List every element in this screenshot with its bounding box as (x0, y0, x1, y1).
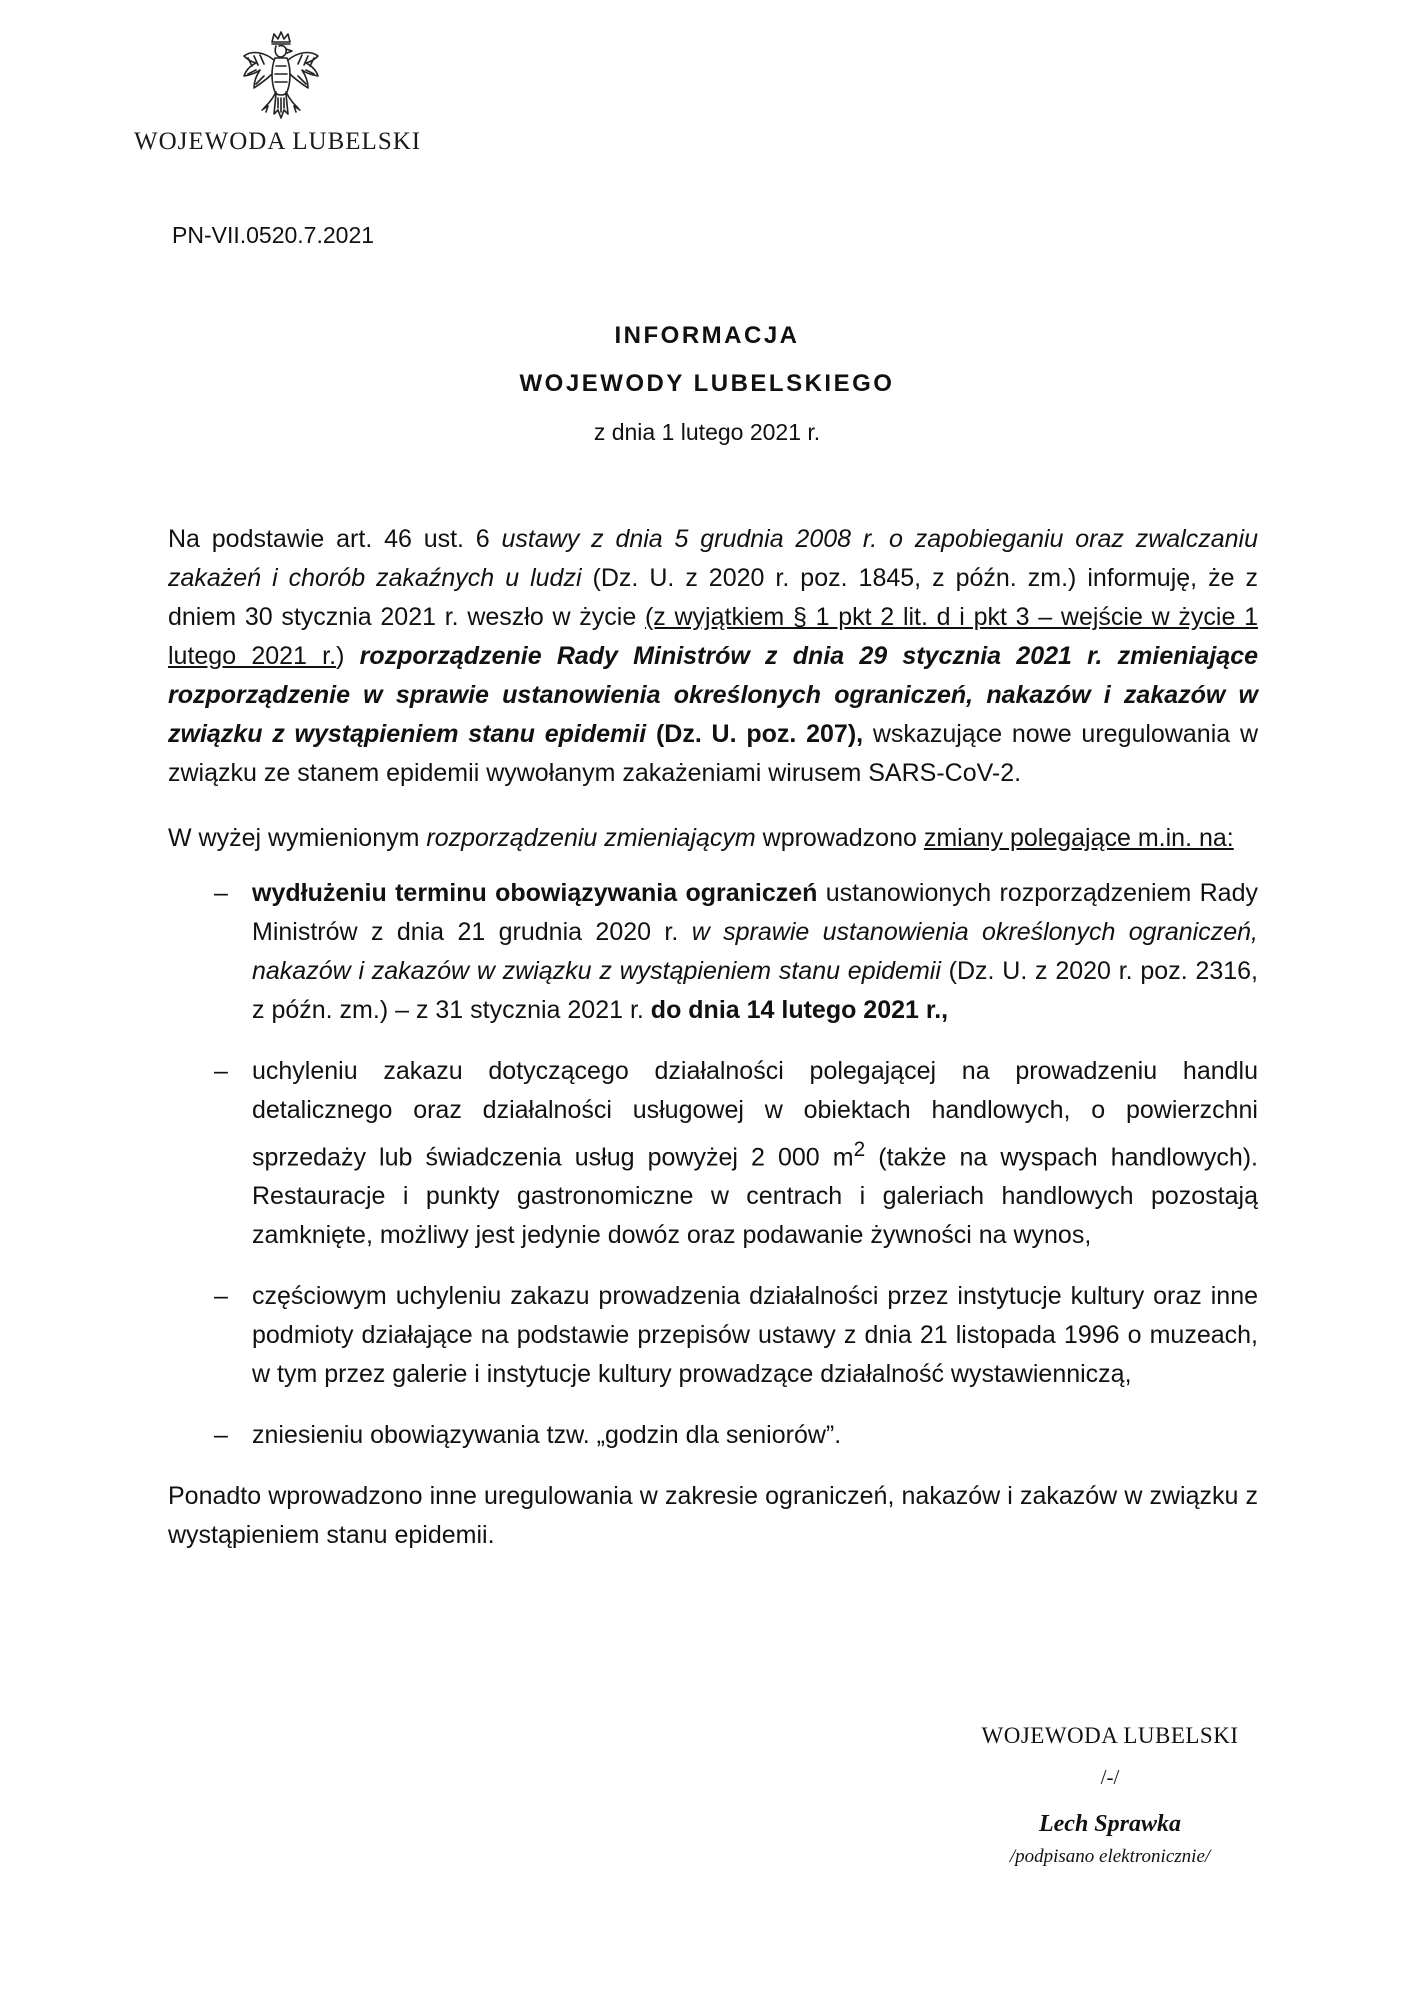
signature-office: WOJEWODA LUBELSKI (981, 1723, 1239, 1748)
dash-bullet: – (214, 879, 228, 907)
signatory-name: Lech Sprawka (1038, 1811, 1181, 1837)
list-item (168, 1052, 1258, 1255)
list-item (168, 1277, 1258, 1394)
paragraph-closing: Ponadto wprowadzono inne uregulowania w zakresie ograniczeń, nakazów i zakazów w związku z wystąpieniem stanu epidemii. (168, 1482, 1258, 1550)
text-run: uchyleniu zakazu dotyczącego działalności polegającej na prowadzeniu handlu detalicznego oraz działalności usługowej w obiektach handlowych, o powierzchni sprzedaży lub świadczenia usług powyżej 2 000 m (252, 1057, 1258, 1172)
act-title-italic: ustawy z dnia 5 grudnia 2008 r. o zapobieganiu oraz zwalczaniu zakażeń i chorób zakaźnych u ludzi (168, 525, 1258, 592)
text-run: wskazujące nowe uregulowania w związku ze stanem epidemii wywołanym zakażeniami wirusem SARS-CoV-2. (168, 720, 1258, 787)
signature-block (950, 1718, 1270, 1870)
text-run: Na podstawie art. 46 ust. 6 (168, 525, 502, 553)
signature-note: /podpisano elektronicznie/ (1009, 1846, 1211, 1867)
text-run-underlined: zmiany polegające m.in. na: (923, 824, 1234, 852)
signature-mark: /-/ (1100, 1765, 1120, 1789)
text-run: (także na wyspach handlowych). Restauracje i punkty gastronomiczne w centrach i galeriach handlowych pozostają zamknięte, możliwy jest jedynie dowóz oraz podawanie żywności na wynos, (252, 1143, 1258, 1250)
list-item (168, 874, 1258, 1030)
document-date: z dnia 1 lutego 2021 r. (593, 419, 821, 445)
text-run: (Dz. U. z 2020 r. poz. 2316, z późn. zm.) – z 31 stycznia 2021 r. (252, 957, 1258, 1024)
dash-bullet: – (214, 1057, 228, 1085)
dash-bullet: – (214, 1282, 228, 1311)
regulation-title-bold-italic: rozporządzenie Rady Ministrów z dnia 29 stycznia 2021 r. zmieniające rozporządzenie w sprawie ustanowienia określonych ograniczeń, nakazów i zakazów w związku z wystąpieniem stanu epidemii (168, 642, 1258, 748)
reference-number: PN-VII.0520.7.2021 (172, 222, 375, 248)
list-item (168, 1416, 1258, 1455)
document-title: INFORMACJA (614, 322, 800, 349)
changes-list (168, 874, 1258, 1455)
text-run-bold: wydłużeniu terminu obowiązywania ograniczeń (252, 879, 818, 907)
document-subtitle: WOJEWODY LUBELSKIEGO (519, 370, 895, 397)
paragraph-legal-basis (168, 520, 1258, 793)
paragraph-changes-intro (168, 819, 1258, 858)
text-run: ) (336, 642, 360, 670)
document-body (168, 520, 1258, 1555)
superscript: 2 (853, 1138, 866, 1161)
text-run-bold: do dnia 14 lutego 2021 r., (650, 996, 949, 1024)
text-run-italic: w sprawie ustanowienia określonych ograniczeń, nakazów i zakazów w związku z wystąpieniem stanu epidemii (252, 918, 1258, 985)
text-run: W wyżej wymienionym (168, 824, 427, 852)
text-run: częściowym uchyleniu zakazu prowadzenia działalności przez instytucje kultury oraz inne podmioty działające na podstawie przepisów ustawy z dnia 21 listopada 1996 o muzeach, w tym przez galerie i instytucje kultury prowadzące działalność wystawienniczą, (252, 1282, 1258, 1389)
polish-eagle-emblem-icon (238, 30, 324, 126)
dash-bullet: – (214, 1421, 228, 1450)
office-name: WOJEWODA LUBELSKI (134, 128, 422, 155)
text-run-italic: rozporządzeniu zmieniającym (426, 824, 756, 852)
exception-note-underlined: (z wyjątkiem § 1 pkt 2 lit. d i pkt 3 – wejście w życie 1 lutego 2021 r. (168, 603, 1258, 670)
text-run: zniesieniu obowiązywania tzw. „godzin dla seniorów”. (252, 1421, 842, 1450)
text-run: ustanowionych rozporządzeniem Rady Ministrów z dnia 21 grudnia 2020 r. (252, 879, 1258, 946)
title-block (300, 312, 1114, 456)
text-run: (Dz. U. z 2020 r. poz. 1845, z późn. zm.) informuję, że z dniem 30 stycznia 2021 r. weszło w życie (168, 564, 1258, 631)
journal-reference-bold: (Dz. U. poz. 207), (646, 720, 864, 748)
text-run: wprowadzono (755, 824, 924, 852)
